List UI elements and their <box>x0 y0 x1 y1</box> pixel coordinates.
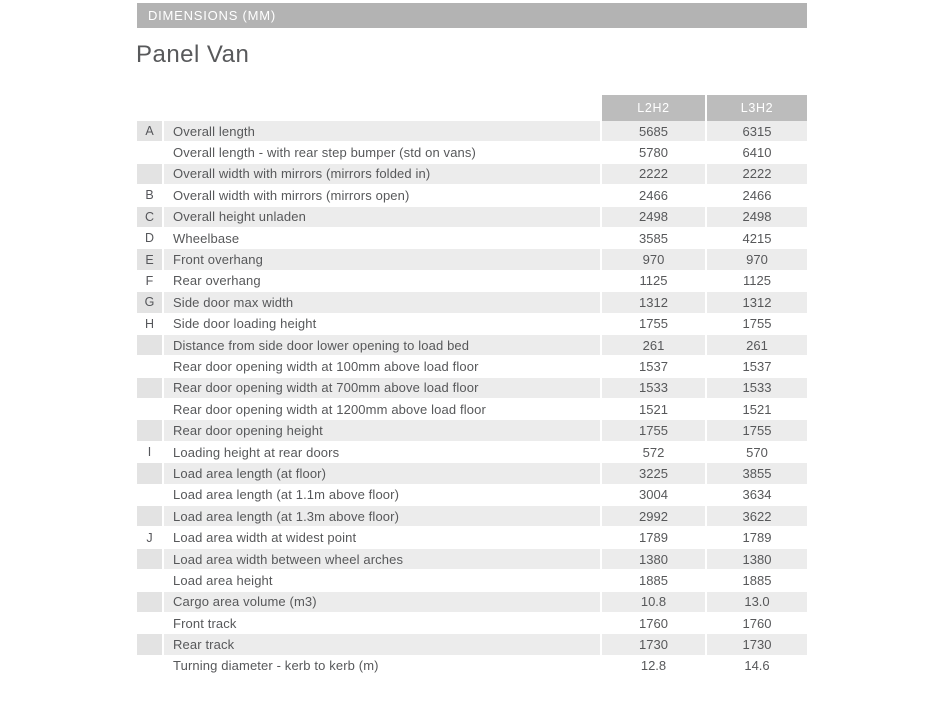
dimension-letter <box>137 656 162 677</box>
dimension-label: Overall width with mirrors (mirrors folded in) <box>162 164 600 185</box>
value-l3h2: 1789 <box>705 527 807 548</box>
value-l2h2: 1789 <box>600 527 705 548</box>
dimension-letter: H <box>137 314 162 335</box>
table-row <box>137 142 807 163</box>
value-l3h2: 13.0 <box>705 592 807 613</box>
dimension-letter <box>137 485 162 506</box>
dimension-letter <box>137 356 162 377</box>
value-l2h2: 1755 <box>600 314 705 335</box>
dimension-letter <box>137 164 162 185</box>
table-row <box>137 527 807 548</box>
value-l3h2: 3622 <box>705 506 807 527</box>
table-row <box>137 634 807 655</box>
column-header-l3h2: L3H2 <box>705 95 807 121</box>
value-l2h2: 1312 <box>600 292 705 313</box>
dimension-label: Rear door opening width at 100mm above load floor <box>162 356 600 377</box>
dimension-letter <box>137 420 162 441</box>
header-spacer <box>137 95 600 121</box>
dimension-label: Front overhang <box>162 249 600 270</box>
dimension-label: Load area length (at floor) <box>162 463 600 484</box>
value-l2h2: 10.8 <box>600 592 705 613</box>
dimension-label: Distance from side door lower opening to load bed <box>162 335 600 356</box>
table-row <box>137 121 807 142</box>
table-row <box>137 249 807 270</box>
value-l2h2: 1730 <box>600 634 705 655</box>
dimension-letter <box>137 549 162 570</box>
value-l2h2: 1521 <box>600 399 705 420</box>
value-l3h2: 261 <box>705 335 807 356</box>
value-l2h2: 1755 <box>600 420 705 441</box>
value-l2h2: 1537 <box>600 356 705 377</box>
dimension-label: Overall height unladen <box>162 207 600 228</box>
value-l2h2: 1125 <box>600 271 705 292</box>
table-row <box>137 356 807 377</box>
value-l3h2: 4215 <box>705 228 807 249</box>
value-l2h2: 3004 <box>600 485 705 506</box>
dimension-label: Load area width between wheel arches <box>162 549 600 570</box>
dimension-label: Load area width at widest point <box>162 527 600 548</box>
dimension-label: Overall length - with rear step bumper (std on vans) <box>162 142 600 163</box>
dimension-label: Overall length <box>162 121 600 142</box>
value-l2h2: 3225 <box>600 463 705 484</box>
table-row <box>137 485 807 506</box>
dimension-label: Side door max width <box>162 292 600 313</box>
value-l3h2: 1885 <box>705 570 807 591</box>
dimension-letter <box>137 592 162 613</box>
value-l3h2: 970 <box>705 249 807 270</box>
dimension-label: Rear door opening width at 1200mm above load floor <box>162 399 600 420</box>
dimension-letter <box>137 399 162 420</box>
table-row <box>137 164 807 185</box>
dimension-letter: G <box>137 292 162 313</box>
value-l3h2: 1380 <box>705 549 807 570</box>
dimension-label: Load area length (at 1.3m above floor) <box>162 506 600 527</box>
value-l3h2: 6315 <box>705 121 807 142</box>
table-row <box>137 613 807 634</box>
dimension-label: Cargo area volume (m3) <box>162 592 600 613</box>
value-l3h2: 1760 <box>705 613 807 634</box>
value-l2h2: 2466 <box>600 185 705 206</box>
value-l3h2: 1755 <box>705 314 807 335</box>
table-row <box>137 185 807 206</box>
value-l3h2: 1533 <box>705 378 807 399</box>
table-row <box>137 656 807 677</box>
table-row <box>137 399 807 420</box>
column-header-l2h2: L2H2 <box>600 95 705 121</box>
table-row <box>137 506 807 527</box>
value-l2h2: 12.8 <box>600 656 705 677</box>
value-l2h2: 2498 <box>600 207 705 228</box>
dimension-label: Front track <box>162 613 600 634</box>
value-l3h2: 3634 <box>705 485 807 506</box>
page-title: Panel Van <box>136 41 250 68</box>
value-l2h2: 1533 <box>600 378 705 399</box>
dimensions-table <box>137 95 807 677</box>
value-l3h2: 1312 <box>705 292 807 313</box>
table-header-row <box>137 95 807 121</box>
value-l3h2: 1537 <box>705 356 807 377</box>
table-row <box>137 335 807 356</box>
value-l3h2: 570 <box>705 442 807 463</box>
dimension-letter <box>137 634 162 655</box>
value-l2h2: 572 <box>600 442 705 463</box>
dimension-label: Rear door opening width at 700mm above load floor <box>162 378 600 399</box>
value-l3h2: 2498 <box>705 207 807 228</box>
dimension-letter: J <box>137 527 162 548</box>
dimension-label: Rear track <box>162 634 600 655</box>
table-row <box>137 271 807 292</box>
table-row <box>137 592 807 613</box>
dimension-letter: I <box>137 442 162 463</box>
dimension-label: Load area height <box>162 570 600 591</box>
dimension-letter: D <box>137 228 162 249</box>
value-l2h2: 3585 <box>600 228 705 249</box>
dimension-label: Turning diameter - kerb to kerb (m) <box>162 656 600 677</box>
table-row <box>137 420 807 441</box>
table-row <box>137 463 807 484</box>
value-l3h2: 2222 <box>705 164 807 185</box>
dimension-label: Wheelbase <box>162 228 600 249</box>
dimension-letter <box>137 506 162 527</box>
value-l2h2: 2222 <box>600 164 705 185</box>
value-l2h2: 1380 <box>600 549 705 570</box>
table-row <box>137 570 807 591</box>
value-l2h2: 261 <box>600 335 705 356</box>
dimension-label: Loading height at rear doors <box>162 442 600 463</box>
table-row <box>137 228 807 249</box>
table-row <box>137 549 807 570</box>
dimension-label: Load area length (at 1.1m above floor) <box>162 485 600 506</box>
dimension-letter <box>137 378 162 399</box>
value-l3h2: 3855 <box>705 463 807 484</box>
dimension-letter <box>137 463 162 484</box>
value-l2h2: 2992 <box>600 506 705 527</box>
table-row <box>137 378 807 399</box>
value-l2h2: 1760 <box>600 613 705 634</box>
value-l2h2: 5780 <box>600 142 705 163</box>
table-row <box>137 314 807 335</box>
value-l3h2: 6410 <box>705 142 807 163</box>
dimension-letter: E <box>137 249 162 270</box>
value-l3h2: 1730 <box>705 634 807 655</box>
dimension-label: Rear overhang <box>162 271 600 292</box>
dimension-letter <box>137 570 162 591</box>
dimension-label: Rear door opening height <box>162 420 600 441</box>
dimension-letter <box>137 142 162 163</box>
value-l2h2: 1885 <box>600 570 705 591</box>
dimension-letter: F <box>137 271 162 292</box>
table-row <box>137 207 807 228</box>
section-header-bar: DIMENSIONS (MM) <box>137 3 807 28</box>
value-l2h2: 970 <box>600 249 705 270</box>
dimension-letter <box>137 335 162 356</box>
dimension-letter: A <box>137 121 162 142</box>
dimension-letter <box>137 613 162 634</box>
dimension-label: Side door loading height <box>162 314 600 335</box>
value-l3h2: 1125 <box>705 271 807 292</box>
table-row <box>137 292 807 313</box>
value-l3h2: 2466 <box>705 185 807 206</box>
table-row <box>137 442 807 463</box>
value-l3h2: 14.6 <box>705 656 807 677</box>
dimension-letter: B <box>137 185 162 206</box>
value-l2h2: 5685 <box>600 121 705 142</box>
value-l3h2: 1521 <box>705 399 807 420</box>
dimension-letter: C <box>137 207 162 228</box>
value-l3h2: 1755 <box>705 420 807 441</box>
dimension-label: Overall width with mirrors (mirrors open) <box>162 185 600 206</box>
